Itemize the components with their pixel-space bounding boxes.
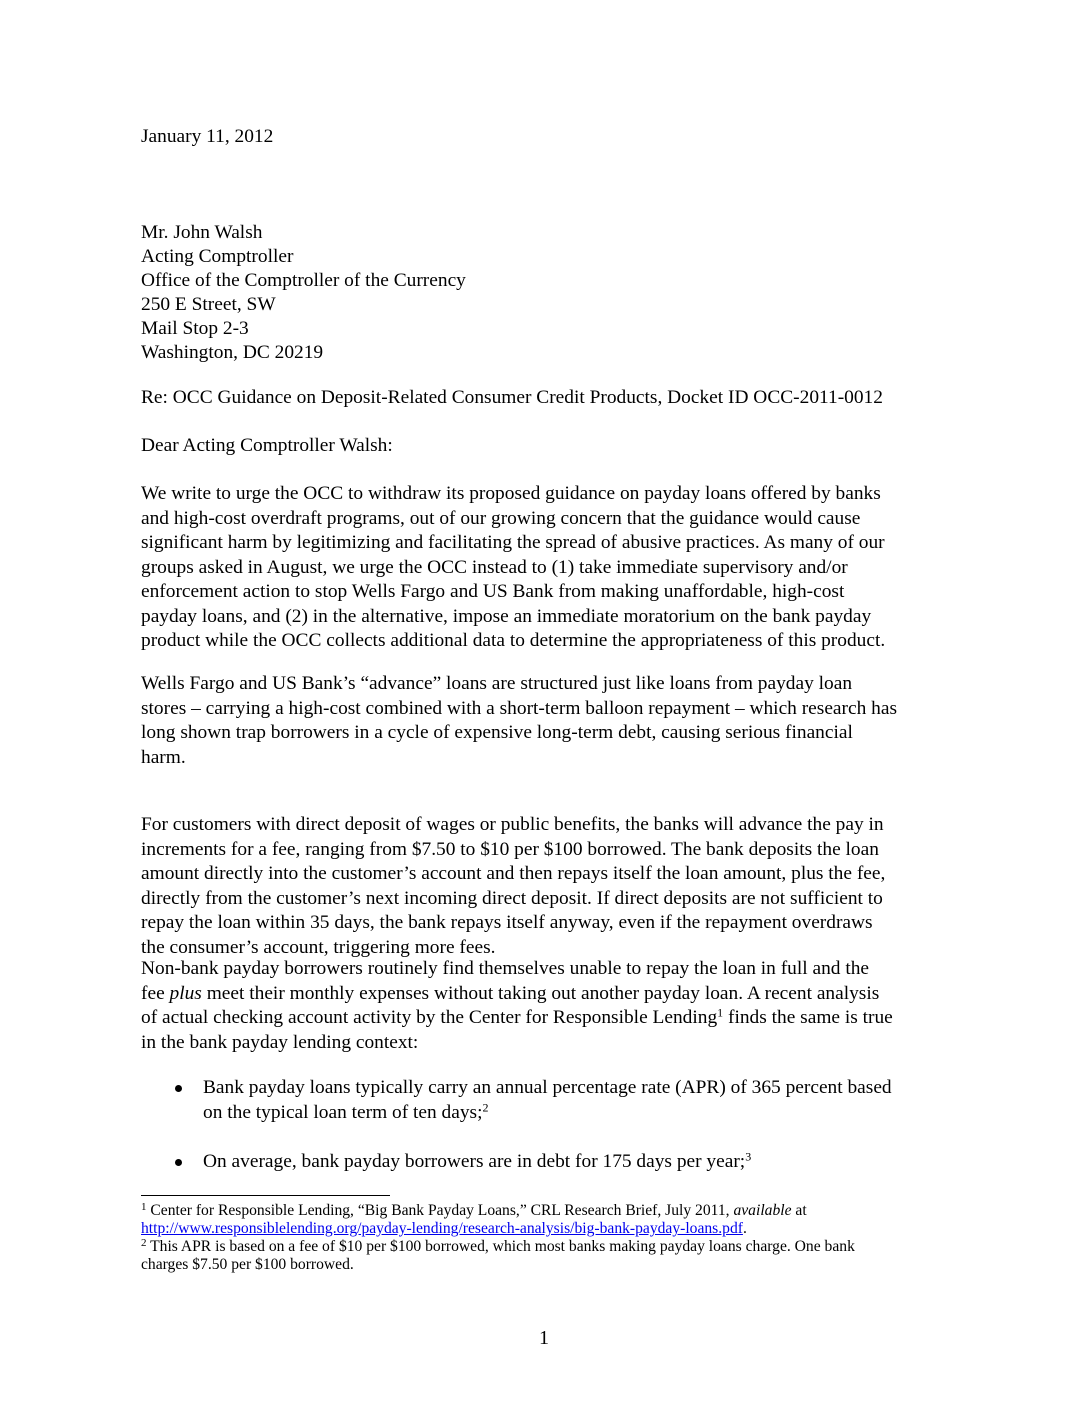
paragraph-line: harm. bbox=[141, 746, 186, 768]
paragraph-line: amount directly into the customer’s account and then repays itself the loan amount, plus the fee, bbox=[141, 863, 886, 884]
paragraph-3 bbox=[141, 813, 953, 960]
paragraph-text: finds the same is true bbox=[723, 1007, 893, 1028]
paragraph-line: the consumer’s account, triggering more fees. bbox=[141, 936, 496, 958]
bullet-icon bbox=[175, 1085, 182, 1092]
page-number: 1 bbox=[539, 1327, 549, 1349]
footnote-divider bbox=[141, 1195, 390, 1196]
footnote-1-link[interactable]: http://www.responsiblelending.org/payday-lending/research-analysis/big-bank-payday-loans.pdf bbox=[141, 1220, 743, 1237]
paragraph-line: long shown trap borrowers in a cycle of expensive long-term debt, causing serious financial bbox=[141, 722, 853, 743]
list-item-text bbox=[203, 1150, 953, 1175]
footnote-1 bbox=[141, 1202, 953, 1220]
footnote-ref-3: 3 bbox=[745, 1149, 752, 1164]
paragraph-line: For customers with direct deposit of wages or public benefits, the banks will advance the pay in bbox=[141, 814, 884, 835]
footnotes bbox=[141, 1202, 953, 1274]
paragraph-line: in the bank payday lending context: bbox=[141, 1031, 419, 1053]
paragraph-4 bbox=[141, 957, 953, 1055]
recipient-title: Acting Comptroller bbox=[141, 246, 294, 267]
recipient-office: Office of the Comptroller of the Currency bbox=[141, 270, 466, 291]
paragraph-1 bbox=[141, 482, 953, 654]
paragraph-line: directly from the customer’s next incoming direct deposit. If direct deposits are not sufficient to bbox=[141, 887, 883, 909]
paragraph-line: groups asked in August, we urge the OCC instead to (1) take immediate supervisory and/or bbox=[141, 556, 848, 578]
recipient-mail-stop: Mail Stop 2-3 bbox=[141, 318, 249, 339]
footnote-mark-2: 2 bbox=[141, 1237, 147, 1250]
paragraph-line: enforcement action to stop Wells Fargo and US Bank from making unaffordable, high-cost bbox=[141, 581, 845, 602]
paragraph-line: repay the loan within 35 days, the bank repays itself anyway, even if the repayment overdraws bbox=[141, 912, 873, 933]
paragraph-line: product while the OCC collects additional data to determine the appropriateness of this product. bbox=[141, 630, 886, 651]
list-item-line bbox=[203, 1101, 953, 1126]
list-item-line bbox=[203, 1150, 953, 1175]
footnote-2 bbox=[141, 1238, 953, 1256]
paragraph-text: fee bbox=[141, 982, 170, 1004]
subject-line: Re: OCC Guidance on Deposit-Related Consumer Credit Products, Docket ID OCC-2011-0012 bbox=[141, 387, 883, 408]
paragraph-line bbox=[141, 982, 953, 1007]
footnote-text: This APR is based on a fee of $10 per $100 borrowed, which most banks making payday loans charge. One bank bbox=[146, 1238, 855, 1255]
paragraph-2 bbox=[141, 672, 953, 770]
footnote-1-link-line bbox=[141, 1220, 953, 1238]
paragraph-line: Non-bank payday borrowers routinely find themselves unable to repay the loan in full and the bbox=[141, 958, 870, 979]
footnote-2-line-2: charges $7.50 per $100 borrowed. bbox=[141, 1256, 354, 1273]
footnote-ref-1: 1 bbox=[717, 1005, 724, 1020]
emphasis-plus: plus bbox=[169, 982, 202, 1004]
footnote-text: at bbox=[791, 1202, 807, 1219]
letter-date: January 11, 2012 bbox=[141, 126, 274, 147]
recipient-city: Washington, DC 20219 bbox=[141, 342, 324, 363]
salutation: Dear Acting Comptroller Walsh: bbox=[141, 435, 393, 456]
paragraph-line: Wells Fargo and US Bank’s “advance” loans are structured just like loans from payday loan bbox=[141, 673, 853, 694]
footnote-text: . bbox=[742, 1220, 747, 1237]
list-item-line: Bank payday loans typically carry an annual percentage rate (APR) of 365 percent based bbox=[203, 1077, 892, 1098]
footnote-emphasis: available bbox=[733, 1202, 792, 1219]
paragraph-line: stores – carrying a high-cost combined with a short-term balloon repayment – which research has bbox=[141, 697, 897, 719]
bullet-icon bbox=[175, 1159, 182, 1166]
paragraph-line: and high-cost overdraft programs, out of our growing concern that the guidance would cause bbox=[141, 507, 861, 529]
paragraph-line bbox=[141, 1006, 953, 1031]
paragraph-text: meet their monthly expenses without taking out another payday loan. A recent analysis bbox=[201, 982, 880, 1004]
footnote-ref-2: 2 bbox=[482, 1099, 489, 1114]
paragraph-line: payday loans, and (2) in the alternative, impose an immediate moratorium on the bank payday bbox=[141, 605, 872, 627]
footnote-mark-1: 1 bbox=[141, 1201, 147, 1214]
paragraph-text: of actual checking account activity by the Center for Responsible Lending bbox=[141, 1007, 718, 1028]
footnote-text: Center for Responsible Lending, “Big Bank Payday Loans,” CRL Research Brief, July 2011, bbox=[146, 1202, 734, 1219]
paragraph-line: significant harm by legitimizing and facilitating the spread of abusive practices. As many of our bbox=[141, 532, 885, 553]
paragraph-line: increments for a fee, ranging from $7.50 to $10 per $100 borrowed. The bank deposits the loan bbox=[141, 838, 879, 860]
list-item-text-part: On average, bank payday borrowers are in debt for 175 days per year; bbox=[203, 1151, 746, 1172]
list-item-text-part: on the typical loan term of ten days; bbox=[203, 1101, 483, 1123]
list-item-text bbox=[203, 1076, 953, 1125]
paragraph-line: We write to urge the OCC to withdraw its proposed guidance on payday loans offered by banks bbox=[141, 483, 881, 504]
recipient-street: 250 E Street, SW bbox=[141, 294, 276, 315]
recipient-name: Mr. John Walsh bbox=[141, 222, 263, 243]
